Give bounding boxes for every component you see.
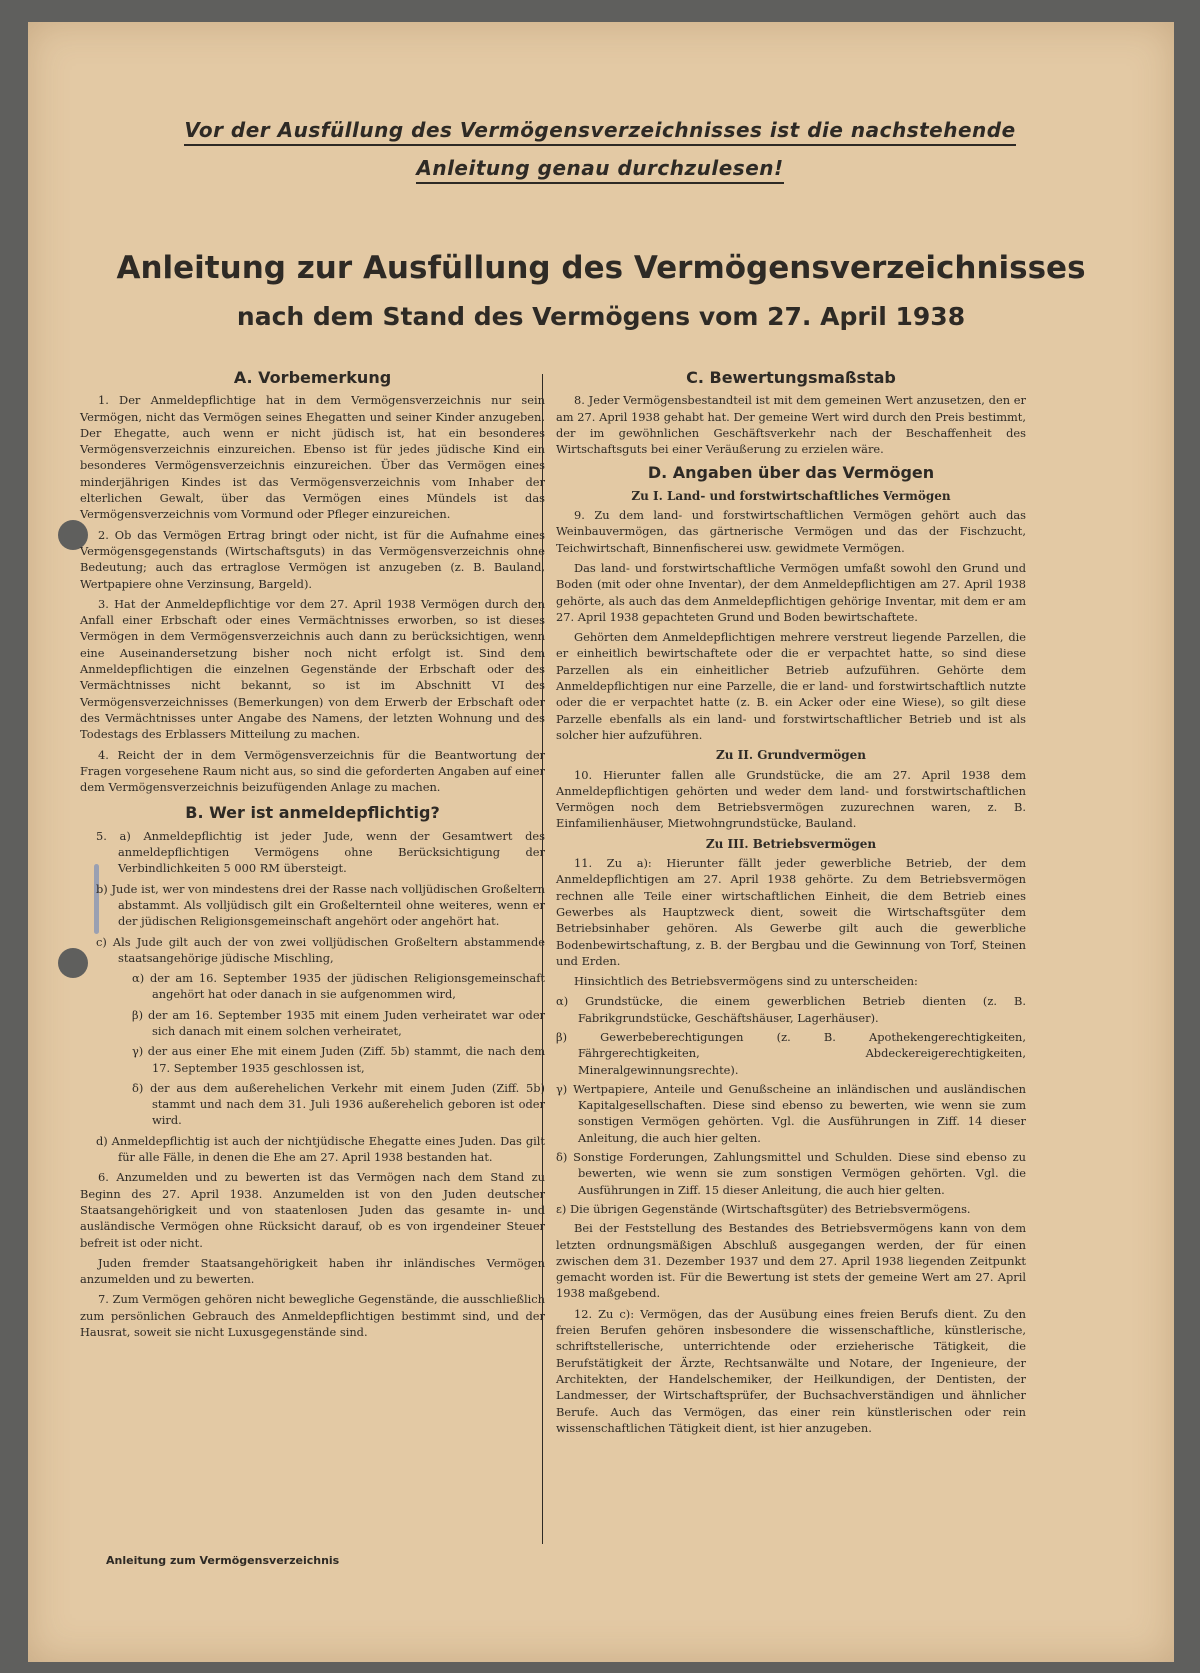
document-page: [28, 22, 1174, 1662]
paragraph-5c: c) Als Jude gilt auch der von zwei volljüdischen Großeltern abstammende staatsangehörige jüdische Mischling,: [96, 934, 545, 965]
paragraph-7: 7. Zum Vermögen gehören nicht bewegliche Gegenstände, die ausschließlich zum persönlichen Gebrauch des Anmeldepflichtigen bestimmt sind, und der Hausrat, soweit sie nicht Luxusgegenstände sind.: [80, 1292, 545, 1340]
paragraph-11: 11. Zu a): Hierunter fällt jeder gewerbliche Betrieb, der dem Anmeldepflichtigen am 27. April 1938 gehörte. Zu dem Betriebsvermögen rechnen alle Teile einer wirtschaftlichen Einheit, die dem Betrieb eines Gewerbes als Hauptzweck dient, soweit die Wirtschaftsgüter dem Betriebsinhaber gehören. Als Gewerbe gilt auch die gewerbliche Bodenbewirtschaftung, z. B. der Bergbau und die Gewinnung von Torf, Steinen und Erden.: [556, 856, 1026, 968]
paragraph-5c-alpha: α) der am 16. September 1935 der jüdischen Religionsgemeinschaft angehört hat oder danach in sie aufgenommen wird,: [132, 971, 545, 1002]
paragraph-9: 9. Zu dem land- und forstwirtschaftlichen Vermögen gehört auch das Weinbauvermögen, das gärtnerische Vermögen und das der Fischzucht, Teichwirtschaft, Binnenfischerei usw. gewidmete Vermögen.: [556, 508, 1026, 555]
paragraph-9c: Gehörten dem Anmeldepflichtigen mehrere verstreut liegende Parzellen, die er einheitlich bewirtschaftete oder die er verpachtet hatte, so sind diese Parzellen als ein einheitlicher Betrieb aufzuführen. Gehörte dem Anmeldepflichtigen nur eine Parzelle, die er land- und forstwirtschaftlich nutzte oder die er verpachtet hatte (z. B. ein Acker oder eine Wiese), so gilt diese Parzelle ebenfalls als ein land- und forstwirtschaftlicher Betrieb und ist als solcher hier aufzuführen.: [556, 630, 1026, 742]
section-b-heading: B. Wer ist anmeldepflichtig?: [185, 803, 440, 823]
notice-line-1: Vor der Ausfüllung des Vermögensverzeichnisses ist die nachstehende: [80, 118, 1120, 142]
paragraph-10: 10. Hierunter fallen alle Grundstücke, die am 27. April 1938 dem Anmeldepflichtigen gehörten und weder dem land- und forstwirtschaftlichen Vermögen noch dem Betriebsvermögen zuzurechnen waren, z. B. Einfamilienhäuser, Mietwohngrundstücke, Bauland.: [556, 767, 1026, 831]
notice-line-2: Anleitung genau durchzulesen!: [80, 156, 1120, 180]
section-a-heading: A. Vorbemerkung: [233, 368, 392, 387]
document-subtitle: nach dem Stand des Vermögens vom 27. April 1938: [236, 302, 966, 331]
paragraph-11-delta: δ) Sonstige Forderungen, Zahlungsmittel und Schulden. Diese sind ebenso zu bewerten, wie wenn sie zum sonstigen Vermögen gehörten. Vgl. die Ausführungen in Ziff. 15 dieser Anleitung, die auch hier gelten.: [556, 1150, 1026, 1197]
paragraph-5c-gamma: γ) der aus einer Ehe mit einem Juden (Ziff. 5b) stammt, die nach dem 17. September 1935 geschlossen ist,: [132, 1044, 545, 1075]
paragraph-9b: Das land- und forstwirtschaftliche Vermögen umfaßt sowohl den Grund und Boden (mit oder ohne Inventar), der dem Anmeldepflichtigen am 27. April 1938 gehörte, als auch das dem Anmeldepflichtigen gehörige Inventar, mit dem er am 27. April 1938 gepachteten Grund und Boden bewirtschaftete.: [556, 560, 1026, 624]
paragraph-11-alpha: α) Grundstücke, die einem gewerblichen Betrieb dienten (z. B. Fabrikgrundstücke, Geschäftshäuser, Lagerhäuser).: [556, 994, 1026, 1025]
paragraph-11-beta: β) Gewerbeberechtigungen (z. B. Apothekengerechtigkeiten, Fährgerechtigkeiten, Abdeckereigerechtigkeiten, Mineralgewinnungsrechte).: [556, 1029, 1026, 1077]
paragraph-2: 2. Ob das Vermögen Ertrag bringt oder nicht, ist für die Aufnahme eines Vermögensgegenstands (Wirtschaftsguts) in das Vermögensverzeichnis ohne Bedeutung; auch das ertraglose Vermögen ist anzugeben (z. B. Bauland, Wertpapiere ohne Verzinsung, Bargeld).: [80, 527, 545, 591]
paragraph-3: 3. Hat der Anmeldepflichtige vor dem 27. April 1938 Vermögen durch den Anfall einer Erbschaft oder eines Vermächtnisses erworben, so ist dieses Vermögen in dem Vermögensverzeichnis auch dann zu berücksichtigen, wenn eine Auseinandersetzung bisher noch nicht erfolgt ist. Sind dem Anmeldepflichtigen die einzelnen Gegenstände der Erbschaft oder des Vermächtnisses nicht bekannt, so ist im Abschnitt VI des Vermögensverzeichnisses (Bemerkungen) von dem Erwerb der Erbschaft oder des Vermächtnisses unter Angabe des Namens, der letzten Wohnung und des Todestags des Erblassers Mitteilung zu machen.: [80, 596, 545, 742]
paragraph-11-gamma: γ) Wertpapiere, Anteile und Genußscheine an inländischen und ausländischen Kapitalgesellschaften. Diese sind ebenso zu bewerten, wie wenn sie zum sonstigen Vermögen gehörten. Vgl. die Ausführungen in Ziff. 14 dieser Anleitung, die auch hier gelten.: [556, 1081, 1026, 1145]
paragraph-5b: b) Jude ist, wer von mindestens drei der Rasse nach volljüdischen Großeltern abstammt. Als volljüdisch gilt ein Großelternteil ohne weiteres, wenn er der jüdischen Religionsgemeinschaft angehört oder angehört hat.: [96, 881, 545, 929]
paragraph-4: 4. Reicht der in dem Vermögensverzeichnis für die Beantwortung der Fragen vorgesehene Raum nicht aus, so sind die geforderten Angaben auf einer dem Vermögensverzeichnis beizufügenden Anlage zu machen.: [80, 747, 545, 795]
paragraph-6b: Juden fremder Staatsangehörigkeit haben ihr inländisches Vermögen anzumelden und zu bewerten.: [80, 1255, 545, 1287]
footer-label: Anleitung zum Vermögensverzeichnis: [106, 1554, 340, 1567]
paragraph-8: 8. Jeder Vermögensbestandteil ist mit dem gemeinen Wert anzusetzen, den er am 27. April 1938 gehabt hat. Der gemeine Wert wird durch den Preis bestimmt, der im gewöhnlichen Geschäftsverkehr nach der Beschaffenheit des Wirtschaftsguts bei einer Veräußerung zu erzielen wäre.: [556, 393, 1026, 457]
right-column: [556, 370, 1026, 1440]
paragraph-11-epsilon: ε) Die übrigen Gegenstände (Wirtschaftsgüter) des Betriebsvermögens.: [556, 1201, 971, 1216]
subsection-2-heading: Zu II. Grundvermögen: [715, 748, 867, 763]
section-c-heading: C. Bewertungsmaßstab: [686, 368, 896, 387]
document-title: Anleitung zur Ausfüllung des Vermögensverzeichnisses: [116, 250, 1086, 286]
paragraph-5d: d) Anmeldepflichtig ist auch der nichtjüdische Ehegatte eines Juden. Das gilt für alle Fälle, in denen die Ehe am 27. April 1938 bestanden hat.: [96, 1133, 545, 1165]
left-column: [80, 370, 545, 1344]
paragraph-5c-beta: β) der am 16. September 1935 mit einem Juden verheiratet war oder sich danach mit einem solchen verheiratet,: [132, 1007, 545, 1038]
paragraph-11b: Hinsichtlich des Betriebsvermögens sind zu unterscheiden:: [574, 974, 918, 989]
paragraph-11c: Bei der Feststellung des Bestandes des Betriebsvermögens kann von dem letzten ordnungsmäßigen Abschluß ausgegangen werden, der für einen zwischen dem 31. Dezember 1937 und dem 27. April 1938 liegenden Zeitpunkt gemacht worden ist. Für die Bewertung ist stets der gemeine Wert am 27. April 1938 maßgebend.: [556, 1221, 1026, 1301]
paragraph-1: 1. Der Anmeldepflichtige hat in dem Vermögensverzeichnis nur sein Vermögen, nicht das Vermögen seines Ehegatten und seiner Kinder anzugeben. Der Ehegatte, auch wenn er nicht jüdisch ist, hat ein besonderes Vermögensverzeichnis einzureichen. Ebenso ist für jedes jüdische Kind ein besonderes Vermögensverzeichnis einzureichen. Über das Vermögen eines minderjährigen Kindes ist das Vermögensverzeichnis vom Inhaber der elterlichen Gewalt, über das Vermögen eines Mündels ist das Vermögensverzeichnis vom Vormund oder Pfleger einzureichen.: [80, 393, 545, 522]
paragraph-5a: 5. a) Anmeldepflichtig ist jeder Jude, wenn der Gesamtwert des anmeldepflichtigen Vermögens ohne Berücksichtigung der Verbindlichkeiten 5 000 RM übersteigt.: [96, 828, 545, 876]
paragraph-5c-delta: δ) der aus dem außerehelichen Verkehr mit einem Juden (Ziff. 5b) stammt und nach dem 31. Juli 1936 außerehelich geboren ist oder wird.: [132, 1080, 545, 1128]
section-d-heading: D. Angaben über das Vermögen: [647, 463, 935, 483]
subsection-3-heading: Zu III. Betriebsvermögen: [705, 836, 877, 851]
subsection-1-heading: Zu I. Land- und forstwirtschaftliches Vermögen: [631, 488, 951, 503]
paragraph-12: 12. Zu c): Vermögen, das der Ausübung eines freien Berufs dient. Zu den freien Berufen gehören insbesondere die wissenschaftliche, künstlerische, schriftstellerische, unterrichtende oder erzieherische Tätigkeit, die Berufstätigkeit der Ärzte, Rechtsanwälte und Notare, der Ingenieure, der Architekten, der Handelschemiker, der Heilkundigen, der Dentisten, der Landmesser, der Wirtschaftsprüfer, der Buchsachverständigen und ähnlicher Berufe. Auch das Vermögen, das einer rein künstlerischen oder rein wissenschaftlichen Tätigkeit dient, ist hier anzugeben.: [556, 1306, 1026, 1435]
paragraph-6: 6. Anzumelden und zu bewerten ist das Vermögen nach dem Stand zu Beginn des 27. April 1938. Anzumelden ist von den Juden deutscher Staatsangehörigkeit und von staatenlosen Juden das gesamte in- und ausländische Vermögen ohne Rücksicht darauf, ob es von irgendeiner Steuer befreit ist oder nicht.: [80, 1170, 545, 1250]
